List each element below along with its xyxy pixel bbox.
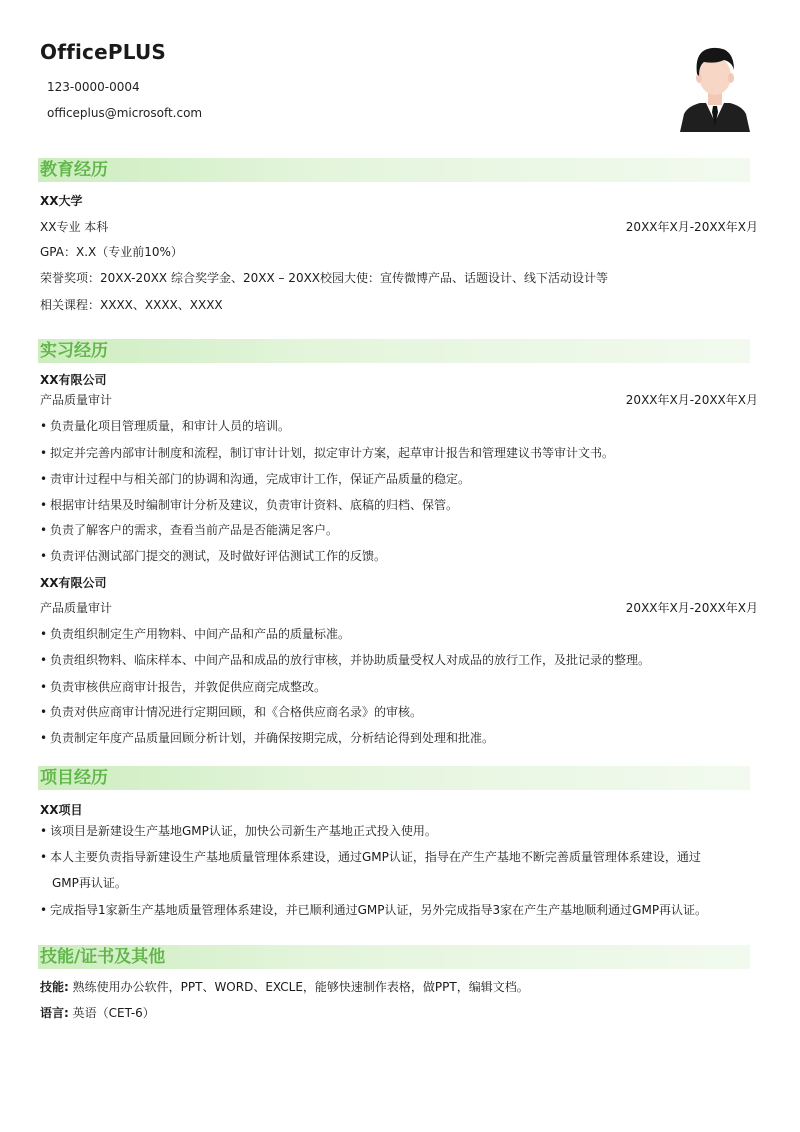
bullet-dot: • [40, 523, 48, 537]
project-bullet [40, 902, 707, 918]
bullet-dot: • [40, 731, 48, 745]
job1-bullet [40, 471, 470, 487]
bullet-text: 负责制定年度产品质量回顾分析计划，并确保按期完成，分析结论得到处理和批准。 [50, 731, 495, 745]
bullet-text: 负责量化项目管理质量，和审计人员的培训。 [50, 419, 291, 433]
bullet-dot: • [40, 680, 48, 694]
person-avatar-icon [678, 40, 752, 132]
job1-bullet [40, 445, 614, 461]
internship-section-bar [38, 339, 750, 363]
job2-period: 20XX年X月-20XX年X月 [625, 601, 758, 615]
bullet-dot: • [40, 472, 48, 486]
phone-number: 123-0000-0004 [47, 80, 140, 94]
bullet-dot: • [40, 653, 48, 667]
projects-section-bar [38, 766, 750, 790]
resume-name: OfficePLUS [40, 40, 167, 64]
job1-role: 产品质量审计 [40, 393, 113, 407]
job1-bullet [40, 418, 290, 434]
bullet-dot: • [40, 419, 48, 433]
project-bullet-continuation: GMP再认证。 [52, 876, 127, 890]
bullet-text: 负责审核供应商审计报告，并敦促供应商完成整改。 [50, 680, 327, 694]
projects-section-title: 项目经历 [40, 768, 108, 788]
skills-section-title: 技能/证书及其他 [40, 947, 166, 967]
language-line [40, 1005, 155, 1021]
job2-role: 产品质量审计 [40, 601, 113, 615]
bullet-text: 该项目是新建设生产基地GMP认证，加快公司新生产基地正式投入使用。 [50, 824, 437, 838]
bullet-text: 责审计过程中与相关部门的协调和沟通，完成审计工作，保证产品质量的稳定。 [50, 472, 471, 486]
bullet-text: 完成指导1家新生产基地质量管理体系建设，并已顺利通过GMP认证，另外完成指导3家在产生产基地顺利通过GMP再认证。 [50, 903, 708, 917]
job2-bullet [40, 730, 494, 746]
email-address: officeplus@microsoft.com [47, 106, 203, 120]
skills-label: 技能: [40, 980, 69, 994]
bullet-text: 拟定并完善内部审计制度和流程，制订审计计划，拟定审计方案，起草审计报告和管理建议书等审计文书。 [50, 446, 615, 460]
job2-bullet [40, 704, 422, 720]
project-bullet [40, 849, 701, 865]
bullet-dot: • [40, 824, 48, 838]
bullet-text: 负责组织制定生产用物料、中间产品和产品的质量标准。 [50, 627, 351, 641]
bullet-dot: • [40, 627, 48, 641]
school-name: XX大学 [40, 194, 83, 208]
job2-company: XX有限公司 [40, 576, 107, 590]
skills-text: 熟练使用办公软件，PPT、WORD、EXCLE，能够快速制作表格，做PPT，编辑文档。 [72, 980, 529, 994]
bullet-text: 根据审计结果及时编制审计分析及建议，负责审计资料、底稿的归档、保管。 [50, 498, 459, 512]
bullet-dot: • [40, 850, 48, 864]
bullet-text: 负责组织物料、临床样本、中间产品和成品的放行审核，并协助质量受权人对成品的放行工作，及批记录的整理。 [50, 653, 651, 667]
education-courses: 相关课程：XXXX、XXXX、XXXX [40, 298, 223, 312]
bullet-dot: • [40, 446, 48, 460]
job1-period: 20XX年X月-20XX年X月 [625, 393, 758, 407]
bullet-text: 负责评估测试部门提交的测试，及时做好评估测试工作的反馈。 [50, 549, 387, 563]
skills-line [40, 979, 529, 995]
bullet-text: 本人主要负责指导新建设生产基地质量管理体系建设，通过GMP认证，指导在产生产基地不断完善质量管理体系建设，通过 [50, 850, 701, 864]
job1-company: XX有限公司 [40, 373, 107, 387]
job1-bullet [40, 497, 458, 513]
bullet-text: 负责对供应商审计情况进行定期回顾，和《合格供应商名录》的审核。 [50, 705, 423, 719]
project-name: XX项目 [40, 803, 83, 817]
education-period: 20XX年X月-20XX年X月 [625, 220, 758, 234]
job2-bullet [40, 626, 350, 642]
education-honors: 荣誉奖项：20XX-20XX 综合奖学金、20XX – 20XX校园大使：宣传微博产品、话题设计、线下活动设计等 [40, 271, 609, 285]
job1-bullet [40, 522, 338, 538]
project-bullet [40, 823, 437, 839]
internship-section-title: 实习经历 [40, 341, 108, 361]
education-gpa: GPA：X.X（专业前10%） [40, 245, 183, 259]
bullet-text: 负责了解客户的需求，查看当前产品是否能满足客户。 [50, 523, 339, 537]
job2-bullet [40, 679, 326, 695]
bullet-dot: • [40, 705, 48, 719]
education-major: XX专业 本科 [40, 220, 109, 234]
language-label: 语言: [40, 1006, 69, 1020]
job2-bullet [40, 652, 650, 668]
job1-bullet [40, 548, 386, 564]
bullet-dot: • [40, 903, 48, 917]
education-section-bar [38, 158, 750, 182]
language-text: 英语（CET-6） [72, 1006, 155, 1020]
bullet-dot: • [40, 549, 48, 563]
bullet-dot: • [40, 498, 48, 512]
education-section-title: 教育经历 [40, 160, 108, 180]
